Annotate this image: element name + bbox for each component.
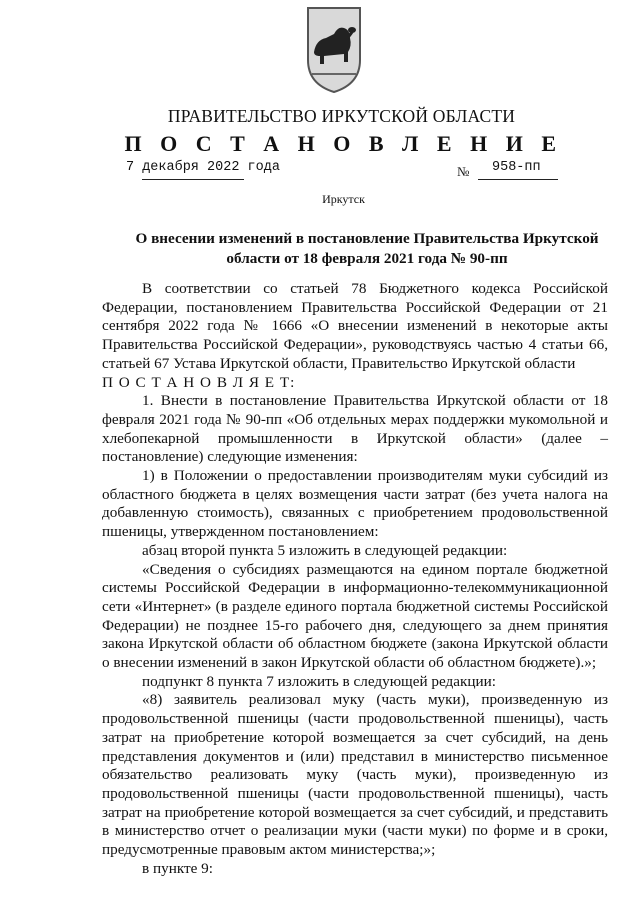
- government-name: ПРАВИТЕЛЬСТВО ИРКУТСКОЙ ОБЛАСТИ: [167, 106, 516, 126]
- paragraph-subitem-1: 1) в Положении о предоставлении производителям муки субсидий из областного бюджета в целях возмещения части затрат (без учета налога на добавленную стоимость), связанных с приобретением продовольственной пшеницы, утвержденном постановлением:: [102, 467, 608, 541]
- coat-of-arms-icon: [304, 4, 364, 96]
- number-underline: [478, 179, 558, 180]
- date-underline: [142, 179, 244, 180]
- document-date: 7 декабря 2022 года: [126, 160, 280, 175]
- paragraph-instruction-9: в пункте 9:: [142, 859, 213, 877]
- paragraph-instruction-7: подпункт 8 пункта 7 изложить в следующей редакции:: [142, 672, 496, 690]
- document-number: 958-пп: [492, 160, 541, 175]
- paragraph-quote-5: «Сведения о субсидиях размещаются на едином портале бюджетной системы Российской Федерации в информационно-телекоммуникационной сети «Интернет» (в разделе единого портала бюджетной системы Российской Федерации) не позднее 15-го рабочего дня, следующего за днем принятия закона Иркутской области об областном бюджете (закона Иркутской области о внесении изменений в закон Иркутской области об областном бюджете).»;: [102, 560, 608, 672]
- document-title: О внесении изменений в постановление Правительства Иркутской области от 18 февраля 2021 года № 90-пп: [135, 230, 599, 267]
- city: Иркутск: [322, 192, 365, 206]
- document-kind: П О С Т А Н О В Л Е Н И Е: [124, 131, 563, 156]
- paragraph-preamble: В соответствии со статьей 78 Бюджетного кодекса Российской Федерации, постановлением Правительства Российской Федерации от 21 сентября 2022 года № 1666 «О внесении изменений в некоторые акты Правительства Российской Федерации», руководствуясь частью 4 статьи 66, статьей 67 Устава Иркутской области, Правительство Иркутской области: [102, 280, 608, 372]
- document-body: [102, 280, 608, 879]
- number-sign: №: [457, 164, 470, 179]
- paragraph-decree-word: П О С Т А Н О В Л Я Е Т:: [102, 373, 296, 391]
- paragraph-quote-7: «8) заявитель реализовал муку (часть муки), произведенную из продовольственной пшеницы (части продовольственной пшеницы), часть затрат на приобретение которой возмещается за счет субсидий, на день представления документов и (или) представил в министерство письменное обязательство реализовать муку (часть муки), произведенную из продовольственной пшеницы (части продовольственной пшеницы), часть затрат на приобретение которой возмещается за счет субсидий, и представить в министерство отчет о реализации муки (части муки) по форме и в сроки, предусмотренные правовым актом министерства;»;: [102, 691, 608, 859]
- paragraph-item-1: 1. Внести в постановление Правительства Иркутской области от 18 февраля 2021 года № 90-пп «Об отдельных мерах поддержки мукомольной и хлебопекарной промышленности в Иркутской области» (далее – постановление) следующие изменения:: [102, 392, 608, 466]
- paragraph-instruction-5: абзац второй пункта 5 изложить в следующей редакции:: [142, 541, 508, 559]
